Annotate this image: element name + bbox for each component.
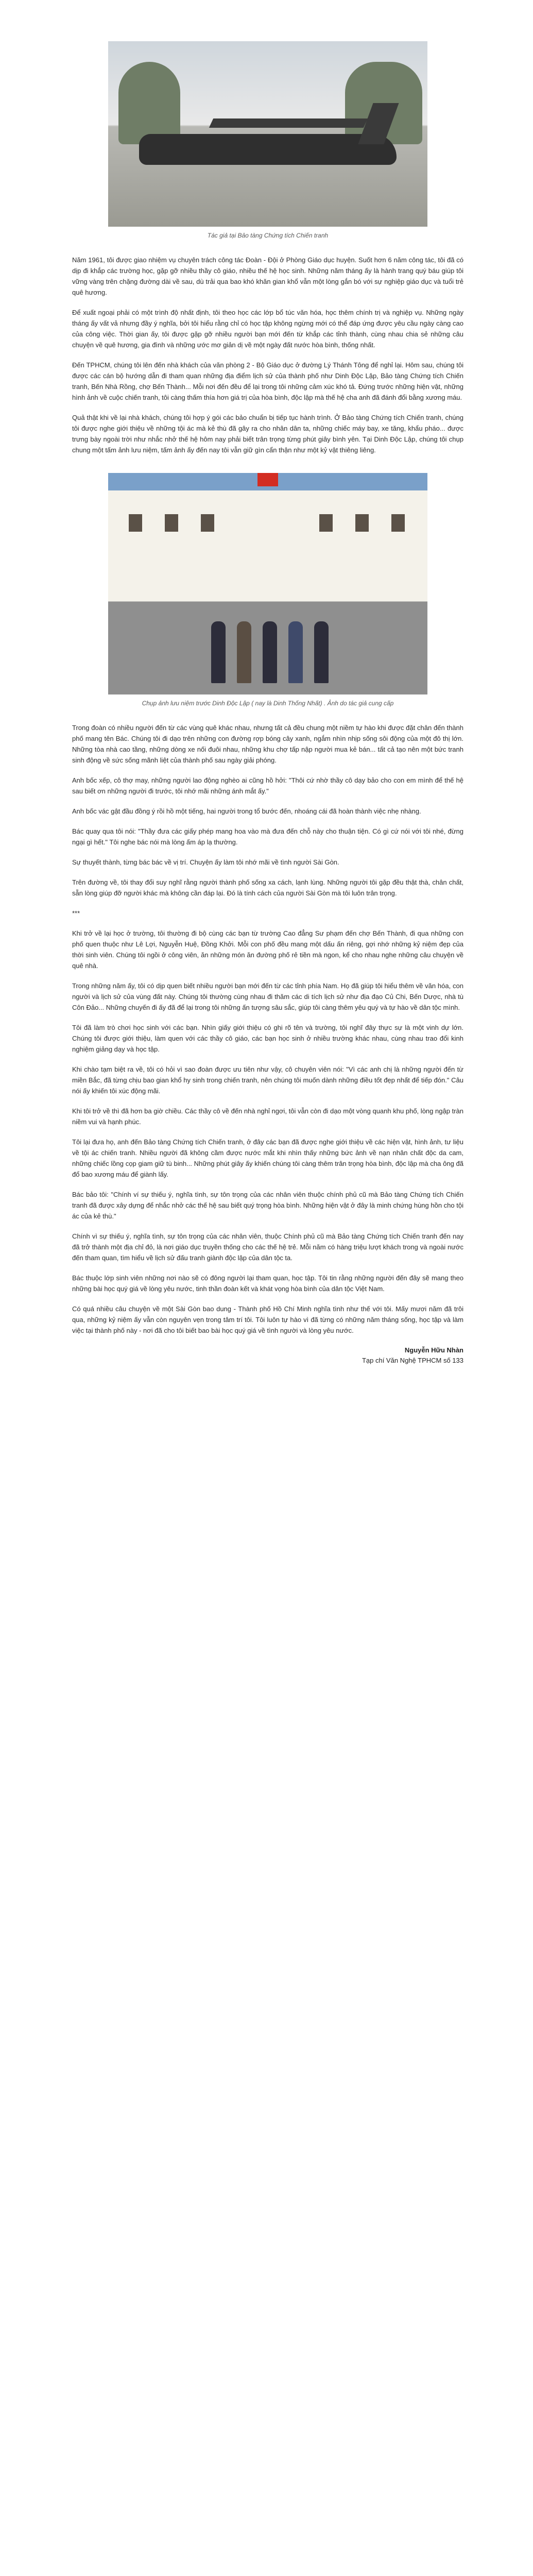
figure-independence-palace bbox=[108, 473, 427, 707]
window bbox=[391, 514, 405, 532]
window bbox=[355, 514, 369, 532]
article-paragraph: Trong đoàn có nhiều người đến từ các vùng quê khác nhau, nhưng tất cả đều chung một niềm tự hào khi được đặt chân đến thành phố mang tên Bác. Chúng tôi đi dạo trên những con đường rợp bóng cây xanh, ngắm nhìn nhịp sống sôi động của một đô thị lớn. Những tòa nhà cao tầng, những dòng xe nối đuôi nhau, những khu chợ tấp nập người mua kẻ bán... tất cả tạo nên một bức tranh sinh động về sức sống mãnh liệt của thành phố sau ngày giải phóng. bbox=[72, 724, 463, 764]
person bbox=[288, 621, 303, 683]
paragraph-group bbox=[72, 255, 463, 455]
window bbox=[319, 514, 333, 532]
article-paragraph: Trên đường về, tôi thay đổi suy nghĩ rằng người thành phố sống xa cách, lạnh lùng. Những người tôi gặp đều thật thà, chân chất, sẵn lòng giúp đỡ người khác mà không cần đáp lại. Đó là tính cách của người Sài Gòn mà tôi luôn trân trọng. bbox=[72, 878, 463, 897]
article-paragraph: Có quá nhiều câu chuyện về một Sài Gòn bao dung - Thành phố Hồ Chí Minh nghĩa tình như thế với tôi. Mấy mươi năm đã trôi qua, những kỷ niệm ấy vẫn còn nguyên vẹn trong tâm trí tôi. Tôi luôn tự hào vì đã từng có những năm tháng sống, học tập và làm việc tại thành phố này - nơi đã cho tôi biết bao bài học quý giá về tình người và lòng yêu nước. bbox=[72, 1305, 463, 1334]
palace-building bbox=[108, 490, 427, 601]
photo-war-museum bbox=[108, 41, 427, 227]
article-paragraph: Tôi lại đưa họ, anh đến Bảo tàng Chứng tích Chiến tranh, ở đây các bạn đã được nghe giới thiệu về các hiện vật, hình ảnh, tư liệu về tội ác chiến tranh. Nhiều người đã không cầm được nước mắt khi nhìn thấy những bức ảnh về nạn nhân chất độc da cam, những chiếc lồng cọp giam giữ tù binh... Những phút giây ấy khiến chúng tôi càng thêm trân trọng hòa bình, độc lập mà cha ông đã đổ bao xương máu để giành lấy. bbox=[72, 1138, 463, 1178]
photo-independence-palace bbox=[108, 473, 427, 694]
article-paragraph: Anh bốc xếp, cô thợ may, những người lao động nghèo ai cũng hồ hởi: "Thôi cứ nhờ thầy cô dạy bảo cho con em mình để thế hệ sau biết ơn những người đi trước, tôi nhớ mãi những ánh mắt ấy." bbox=[72, 776, 463, 795]
person bbox=[263, 621, 277, 683]
article-paragraph: Năm 1961, tôi được giao nhiệm vụ chuyên trách công tác Đoàn - Đội ở Phòng Giáo dục huyện. Suốt hơn 6 năm công tác, tôi đã có dịp đi khắp các trường học, gặp gỡ nhiều thầy cô giáo, nhiều thế hệ học sinh. Những năm tháng ấy là hành trang quý báu giúp tôi vững vàng trên chặng đường dài về sau, dù trải qua bao khó khăn gian khổ vẫn một lòng gắn bó với sự nghiệp giáo dục và tuổi trẻ quê hương. bbox=[72, 256, 463, 296]
article-paragraph: Bác bảo tôi: "Chính ví sự thiếu ý, nghĩa tình, sự tôn trọng của các nhân viên thuộc chính phủ cũ mà Bảo tàng Chứng tích Chiến tranh đã được xây dựng để nhắc nhở các thế hệ sau biết quý trọng hòa bình. Những hiện vật ở đây là minh chứng hùng hồn cho tội ác của kẻ thù." bbox=[72, 1191, 463, 1220]
article-paragraph: Tôi đã làm trò chơi học sinh với các bạn. Nhìn giấy giới thiệu có ghi rõ tên và trường, tôi nghĩ đây thực sự là một vinh dự lớn. Chúng tôi được giới thiệu, làm quen với các thầy cô giáo, các bạn học sinh ở nhiều trường khác nhau, cùng nhau trao đổi kinh nghiệm giảng dạy và học tập. bbox=[72, 1024, 463, 1053]
publication-source: Tạp chí Văn Nghệ TPHCM số 133 bbox=[362, 1357, 463, 1364]
aircraft-body bbox=[139, 134, 397, 165]
figure-caption: Tác giả tại Bảo tàng Chứng tích Chiến tranh bbox=[207, 232, 329, 239]
window bbox=[129, 514, 142, 532]
figure-war-museum bbox=[108, 41, 427, 239]
figure-caption: Chụp ảnh lưu niệm trước Dinh Độc Lập ( nay là Dinh Thống Nhất) . Ảnh do tác giả cung cấp bbox=[142, 700, 394, 707]
aircraft-wing bbox=[209, 118, 368, 128]
article-paragraph: Để xuất ngoại phải có một trình độ nhất định, tôi theo học các lớp bổ túc văn hóa, học thêm chính trị và nghiệp vụ. Những ngày tháng ấy vất vả nhưng đầy ý nghĩa, bởi tôi hiểu rằng chỉ có học tập không ngừng mới có thể đáp ứng được yêu cầu ngày càng cao của công việc. Thời gian ấy, tôi được gặp gỡ nhiều người bạn mới đến từ khắp các tỉnh thành, cùng nhau chia sẻ những câu chuyện về quê hương, gia đình và những ước mơ giản dị về một ngày đất nước hòa bình, thống nhất. bbox=[72, 309, 463, 349]
article-paragraph: Khi chào tạm biệt ra về, tôi có hỏi vì sao đoàn được ưu tiên như vậy, cô chuyên viên nói: "Vì các anh chị là những người đến từ miền Bắc, đã từng chịu bao gian khổ hy sinh trong chiến tranh, nên chúng tôi muốn dành những điều tốt đẹp nhất để tiếp đón." Câu nói ấy khiến tôi xúc động mãi. bbox=[72, 1065, 463, 1095]
article-paragraph: Bác thuộc lớp sinh viên những nơi nào sẽ có đông người lại tham quan, học tập. Tôi tin rằng những người đến đây sẽ mang theo những bài học quý giá về lòng yêu nước, tinh thần đoàn kết và khát vọng hòa bình của dân tộc Việt Nam. bbox=[72, 1274, 463, 1293]
window bbox=[201, 514, 214, 532]
article bbox=[72, 0, 463, 1366]
tree bbox=[118, 62, 180, 144]
window bbox=[165, 514, 178, 532]
article-paragraph: Quả thật khi về lại nhà khách, chúng tôi hợp ý gói các bảo chuẩn bị tiếp tục hành trình. Ở Bảo tàng Chứng tích Chiến tranh, chúng tôi được nghe giới thiệu về những tội ác mà kẻ thù đã gây ra cho nhân dân ta, những chiếc máy bay, xe tăng, khẩu pháo... được trưng bày ngoài trời như nhắc nhở thế hệ hôm nay phải biết trân trọng từng phút giây bình yên. Tại Dinh Độc Lập, chúng tôi chụp chung một tấm ảnh lưu niệm, tấm ảnh ấy đến nay tôi vẫn giữ gìn cẩn thận như một kỷ vật thiêng liêng. bbox=[72, 414, 463, 454]
paragraph-group bbox=[72, 722, 463, 1336]
article-paragraph: Chính vì sự thiếu ý, nghĩa tình, sự tôn trọng của các nhân viên, thuộc Chính phủ cũ mà Bảo tàng Chứng tích Chiến tranh đến nay đã trở thành một địa chỉ đỏ, là nơi giáo dục truyền thống cho các thế hệ trẻ. Mỗi năm có hàng triệu lượt khách trong và ngoài nước đến tham quan, tìm hiểu về lịch sử đấu tranh giành độc lập của dân tộc ta. bbox=[72, 1232, 463, 1262]
person bbox=[314, 621, 329, 683]
article-paragraph: Sự thuyết thành, từng bác bác về vị trí. Chuyện ấy làm tôi nhớ mãi về tình người Sài Gòn. bbox=[72, 858, 339, 866]
article-paragraph: Trong những năm ấy, tôi có dịp quen biết nhiều người bạn mới đến từ các tỉnh phía Nam. Họ đã giúp tôi hiểu thêm về văn hóa, con người và lịch sử của vùng đất này. Chúng tôi thường cùng nhau đi thăm các di tích lịch sử như địa đạo Củ Chi, Bến Dược, nhà tù Côn Đảo... Những chuyến đi ấy đã để lại trong tôi những ấn tượng sâu sắc, giúp tôi càng thêm yêu quý và tự hào về dân tộc mình. bbox=[72, 982, 463, 1011]
flag bbox=[257, 473, 278, 486]
article-paragraph: Anh bốc vác gật đầu đồng ý rồi hồ một tiếng, hai người trong tổ bước đến, nhoáng cái đã hoàn thành việc nhẹ nhàng. bbox=[72, 807, 421, 815]
article-paragraph: Bác quay qua tôi nói: "Thầy đưa các giấy phép mang hoa vào mà đưa đến chỗ này cho thuận tiện. Có gì cứ nói với tôi nhé, đừng ngại gì hết." Tôi nghe bác nói mà lòng ấm áp lạ thường. bbox=[72, 827, 463, 846]
person bbox=[211, 621, 226, 683]
author-name: Nguyễn Hữu Nhàn bbox=[404, 1346, 463, 1354]
article-paragraph: Khi trở về lại học ở trường, tôi thường đi bộ cùng các bạn từ trường Cao đẳng Sư phạm đến chợ Bến Thành, đi qua những con phố quen thuộc như Lê Lợi, Nguyễn Huệ, Đồng Khởi. Mỗi con phố đều mang một dấu ấn riêng, gợi nhớ những kỷ niệm đẹp của thời sinh viên. Chúng tôi ngồi ở công viên, ăn những món ăn đường phố rẻ tiền mà ngon, kể cho nhau nghe những câu chuyện về quê nhà. bbox=[72, 929, 463, 970]
article-paragraph: Khi tôi trở về thì đã hơn ba giờ chiều. Các thầy cô về đến nhà nghỉ ngơi, tôi vẫn còn đi dạo một vòng quanh khu phố, lòng ngập tràn niềm vui và hạnh phúc. bbox=[72, 1107, 463, 1126]
person bbox=[237, 621, 251, 683]
article-paragraph: Đến TPHCM, chúng tôi lên đến nhà khách của văn phòng 2 - Bộ Giáo dục ở đường Lý Thánh Tông để nghỉ lại. Hôm sau, chúng tôi được các cán bộ hướng dẫn đi tham quan những địa điểm lịch sử của thành phố như Dinh Độc Lập, Bảo tàng Chứng tích Chiến tranh, Bến Nhà Rồng, chợ Bến Thành... Mỗi nơi đến đều để lại trong tôi những cảm xúc khó tả. Đứng trước những hiện vật, những hình ảnh về cuộc chiến tranh, tôi càng thấm thía hơn giá trị của hòa bình, độc lập mà thế hệ cha anh đã đánh đổi bằng xương máu. bbox=[72, 361, 463, 401]
signature bbox=[72, 1345, 463, 1366]
article-paragraph: *** bbox=[72, 909, 80, 917]
